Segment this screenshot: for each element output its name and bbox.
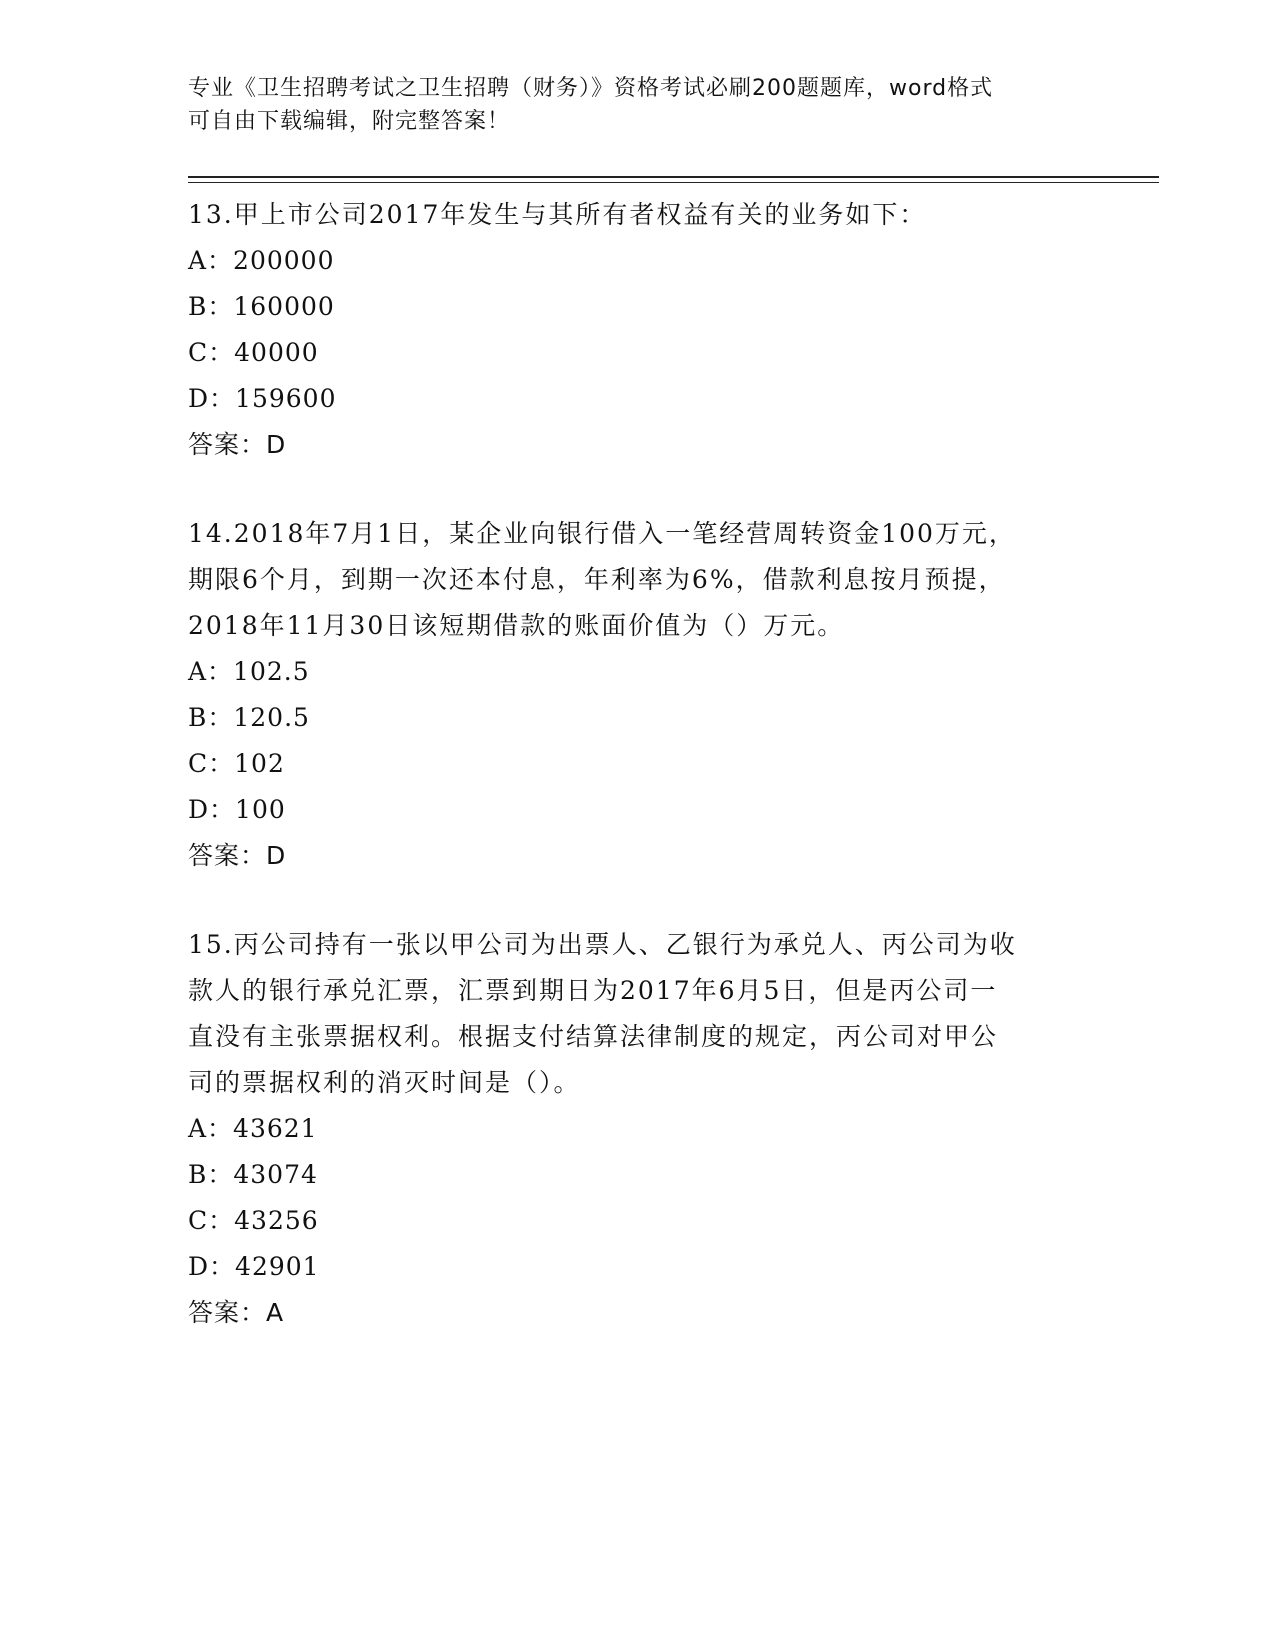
option-d: D：100 bbox=[188, 795, 286, 824]
answer-label: 答案：D bbox=[188, 841, 287, 870]
stem-line: 14.2018年7月1日，某企业向银行借入一笔经营周转资金100万元， bbox=[188, 519, 1016, 548]
document-header bbox=[188, 72, 1088, 138]
answer-label: 答案：D bbox=[188, 430, 287, 459]
option-b: B：43074 bbox=[188, 1160, 318, 1189]
question-list bbox=[188, 192, 1088, 1379]
option-d: D：159600 bbox=[188, 384, 337, 413]
option-b: B：120.5 bbox=[188, 703, 310, 732]
stem-line: 15.丙公司持有一张以甲公司为出票人、乙银行为承兑人、丙公司为收 bbox=[188, 930, 1017, 959]
question-stem bbox=[188, 511, 1088, 649]
question-stem bbox=[188, 192, 1088, 238]
header-divider-thick bbox=[188, 176, 1159, 178]
header-line-2: 可自由下载编辑，附完整答案！ bbox=[188, 109, 511, 134]
option-c: C：40000 bbox=[188, 338, 319, 367]
stem-line: 款人的银行承兑汇票，汇票到期日为2017年6月5日，但是丙公司一 bbox=[188, 976, 998, 1005]
stem-line: 直没有主张票据权利。根据支付结算法律制度的规定，丙公司对甲公 bbox=[188, 1022, 999, 1051]
header-line-1: 专业《卫生招聘考试之卫生招聘（财务）》资格考试必刷200题题库，word格式 bbox=[188, 76, 994, 101]
question-14 bbox=[188, 511, 1088, 879]
option-a: A：102.5 bbox=[188, 657, 310, 686]
question-13 bbox=[188, 192, 1088, 468]
option-d: D：42901 bbox=[188, 1252, 320, 1281]
option-b: B：160000 bbox=[188, 292, 335, 321]
stem-line: 司的票据权利的消灭时间是（）。 bbox=[188, 1068, 581, 1097]
question-stem bbox=[188, 922, 1088, 1106]
option-a: A：200000 bbox=[188, 246, 335, 275]
header-divider-thin bbox=[188, 182, 1159, 183]
option-a: A：43621 bbox=[188, 1114, 318, 1143]
question-15 bbox=[188, 922, 1088, 1336]
option-c: C：102 bbox=[188, 749, 285, 778]
stem-line: 2018年11月30日该短期借款的账面价值为（）万元。 bbox=[188, 611, 845, 640]
stem-line: 期限6个月，到期一次还本付息，年利率为6%，借款利息按月预提， bbox=[188, 565, 1006, 594]
stem-line: 13.甲上市公司2017年发生与其所有者权益有关的业务如下： bbox=[188, 200, 927, 229]
option-c: C：43256 bbox=[188, 1206, 319, 1235]
answer-label: 答案：A bbox=[188, 1298, 285, 1327]
